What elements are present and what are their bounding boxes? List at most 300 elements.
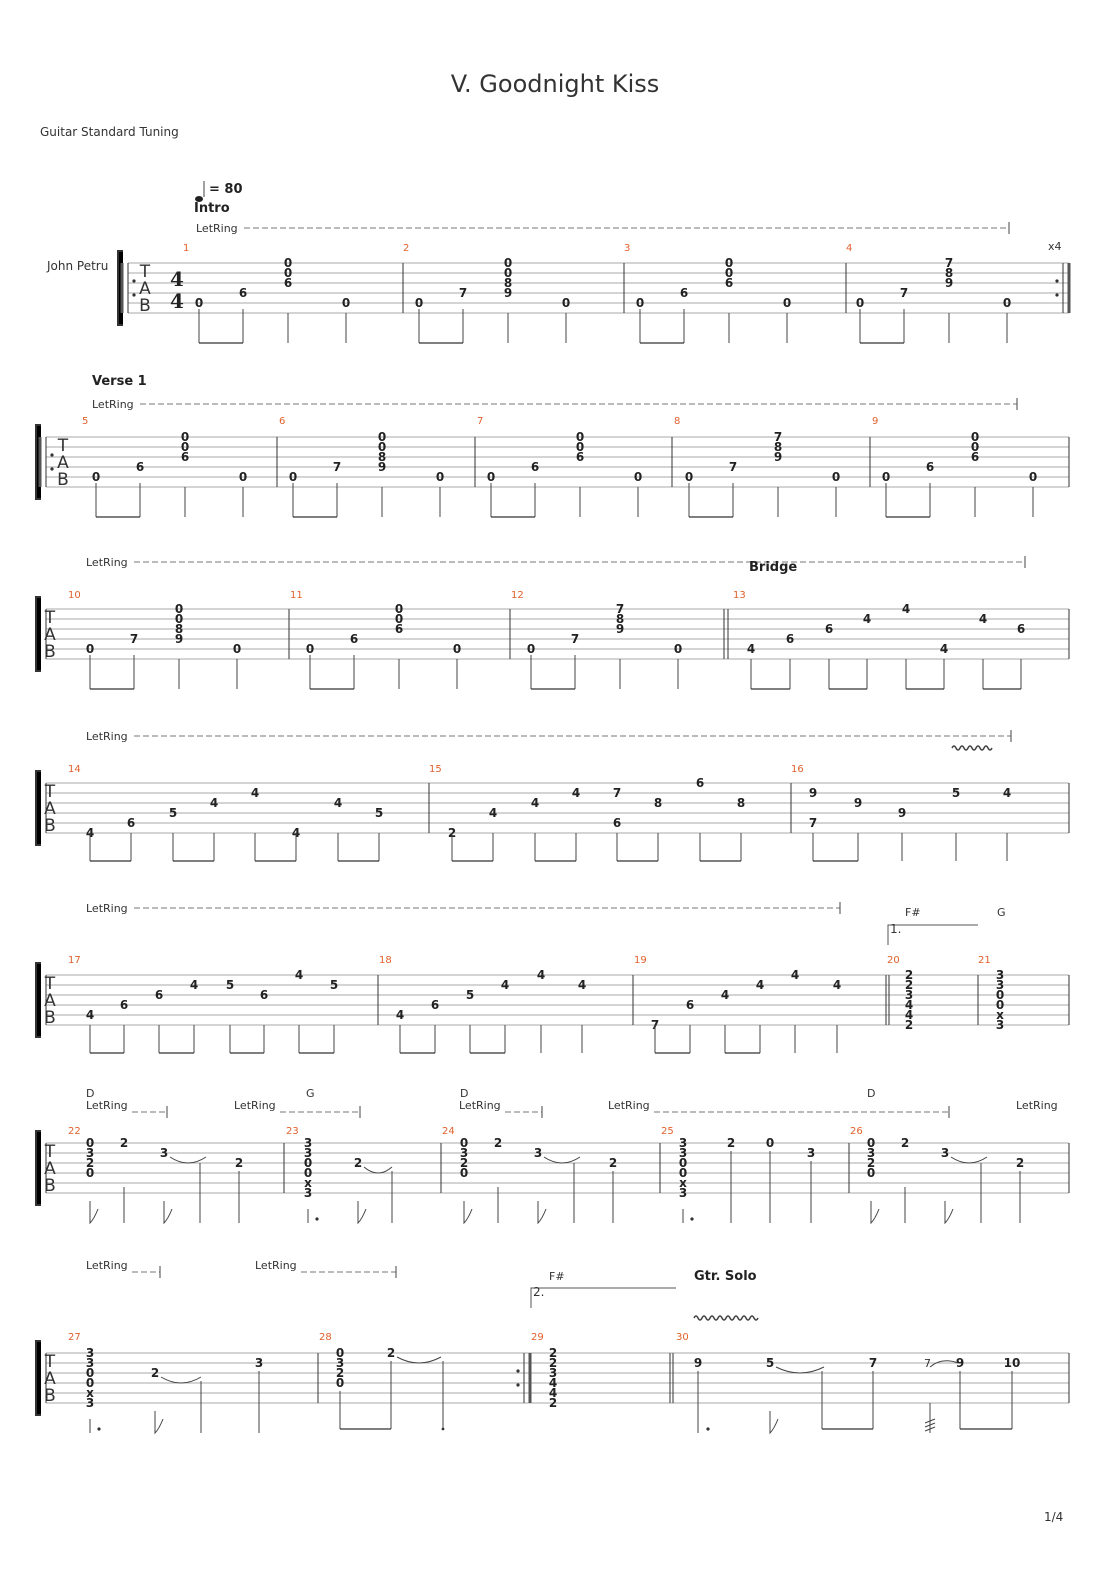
system-bracket <box>36 963 41 1037</box>
fret-number: 4 <box>250 786 260 800</box>
fret-number: x <box>86 1386 94 1400</box>
fret-number: 5 <box>329 978 339 992</box>
fret-number: 4 <box>189 978 199 992</box>
measure-number: 23 <box>286 1126 299 1137</box>
let-ring-label: LetRing <box>92 398 134 411</box>
fret-number: 0 <box>341 296 351 310</box>
tuning-label: Guitar Standard Tuning <box>40 125 179 139</box>
fret-number: 6 <box>685 998 695 1012</box>
fret-number: 0 <box>238 470 248 484</box>
slide-arc <box>930 1361 958 1367</box>
fret-number: 0 <box>503 256 513 270</box>
system-bracket <box>36 771 41 845</box>
time-signature-top: 4 <box>170 267 184 291</box>
fret-number: 3 <box>85 1396 95 1410</box>
fret-number: 8 <box>736 796 746 810</box>
flagged-stem <box>164 1201 172 1223</box>
fret-number: 9 <box>853 796 863 810</box>
fret-number: 4 <box>530 796 540 810</box>
note-dot <box>442 1428 445 1431</box>
fret-number: 4 <box>294 968 304 982</box>
fret-number: 0 <box>180 430 190 444</box>
measure-number: 1 <box>183 243 190 254</box>
fret-number: 4 <box>548 1376 558 1390</box>
measure-number: 4 <box>846 243 853 254</box>
fret-number: x <box>679 1176 687 1190</box>
fret-number: 0 <box>283 256 293 270</box>
fret-number: 3 <box>678 1146 688 1160</box>
fret-number: 6 <box>180 450 190 464</box>
fret-number: 0 <box>970 430 980 444</box>
fret-number: 2 <box>548 1396 558 1410</box>
measure-number: 14 <box>68 764 81 775</box>
measure-number: 30 <box>676 1332 689 1343</box>
measure-number: 3 <box>624 243 631 254</box>
tab-clef-t: T <box>139 262 151 282</box>
fret-number: 8 <box>615 612 625 626</box>
chord-d: D <box>86 1087 95 1100</box>
tie-arc <box>397 1357 441 1363</box>
measure-number: 18 <box>379 955 392 966</box>
section-intro: Intro <box>194 201 230 216</box>
fret-number: 0 <box>335 1346 345 1360</box>
fret-number: 2 <box>548 1346 558 1360</box>
fret-number: 4 <box>85 1008 95 1022</box>
fret-number: 4 <box>85 826 95 840</box>
section-bridge: Bridge <box>749 560 798 575</box>
fret-number: 0 <box>394 612 404 626</box>
vibrato-wave <box>952 746 992 750</box>
chord-d: D <box>460 1087 469 1100</box>
fret-number: 3 <box>85 1146 95 1160</box>
fret-number: 6 <box>394 622 404 636</box>
fret-number: x <box>996 1008 1004 1022</box>
chord-fsharp: F# <box>549 1270 565 1283</box>
fret-number: 7 <box>868 1356 878 1370</box>
fret-number: 4 <box>790 968 800 982</box>
fret-number: 3 <box>254 1356 264 1370</box>
fret-number: 3 <box>678 1186 688 1200</box>
repeat-dot <box>516 1369 519 1372</box>
page-number: 1/4 <box>1044 1510 1064 1524</box>
let-ring-label: LetRing <box>459 1099 501 1112</box>
fret-number: x <box>304 1176 312 1190</box>
fret-number: 0 <box>85 1376 95 1390</box>
fret-number: 2 <box>353 1156 363 1170</box>
fret-number: 2 <box>119 1136 129 1150</box>
flagged-stem <box>90 1201 98 1223</box>
chord-d: D <box>867 1087 876 1100</box>
fret-number: 6 <box>259 988 269 1002</box>
fret-number: 3 <box>85 1356 95 1370</box>
fret-number: 6 <box>724 276 734 290</box>
fret-number: 6 <box>785 632 795 646</box>
measure-number: 20 <box>887 955 900 966</box>
measure-number: 16 <box>791 764 804 775</box>
measure-number: 8 <box>674 416 681 427</box>
fret-number: 7 <box>129 632 139 646</box>
flagged-stem <box>538 1201 546 1223</box>
let-ring-label: LetRing <box>86 730 128 743</box>
fret-number: 0 <box>174 602 184 616</box>
fret-number: 0 <box>459 1136 469 1150</box>
fret-number: 6 <box>824 622 834 636</box>
fret-number: 4 <box>978 612 988 626</box>
fret-number: 5 <box>374 806 384 820</box>
fret-number: 5 <box>951 786 961 800</box>
fret-number: 4 <box>746 642 756 656</box>
fret-number: 2 <box>904 1018 914 1032</box>
fret-number: 0 <box>678 1166 688 1180</box>
fret-number: 7 <box>899 286 909 300</box>
measure-number: 15 <box>429 764 442 775</box>
fret-number: 6 <box>119 998 129 1012</box>
fret-number: 0 <box>724 266 734 280</box>
fret-number: 6 <box>925 460 935 474</box>
measure-number: 22 <box>68 1126 81 1137</box>
fret-number: 3 <box>904 988 914 1002</box>
fret-number: 7 <box>570 632 580 646</box>
fret-number: 2 <box>85 1156 95 1170</box>
fret-number: 4 <box>209 796 219 810</box>
fret-number: 0 <box>305 642 315 656</box>
fret-number: 7 <box>944 256 954 270</box>
tab-clef-t: T <box>44 974 56 994</box>
vibrato-wave <box>694 1316 758 1320</box>
tab-clef-a: A <box>44 1159 56 1179</box>
fret-number: 0 <box>970 440 980 454</box>
measure-number: 2 <box>403 243 410 254</box>
fret-number: 4 <box>488 806 498 820</box>
second-ending-label: 2. <box>533 1285 545 1299</box>
fret-number: 0 <box>561 296 571 310</box>
measure-number: 17 <box>68 955 81 966</box>
fret-number: 4 <box>720 988 730 1002</box>
repeat-count: x4 <box>1048 240 1062 253</box>
fret-number: 6 <box>970 450 980 464</box>
let-ring-label: LetRing <box>196 222 238 235</box>
fret-number: 6 <box>126 816 136 830</box>
tab-clef-t: T <box>44 1352 56 1372</box>
fret-number: 0 <box>782 296 792 310</box>
tab-clef-t: T <box>57 436 69 456</box>
grace-note: 7 <box>924 1357 931 1370</box>
dotted-note <box>690 1217 693 1220</box>
fret-number: 2 <box>904 968 914 982</box>
tab-clef-a: A <box>44 799 56 819</box>
fret-number: 6 <box>679 286 689 300</box>
fret-number: 4 <box>500 978 510 992</box>
first-ending-label: 1. <box>890 922 902 936</box>
section-verse1: Verse 1 <box>92 374 147 389</box>
tempo-marking: = 80 <box>209 182 243 197</box>
fret-number: 0 <box>377 430 387 444</box>
measure-number: 10 <box>68 590 81 601</box>
fret-number: 3 <box>678 1136 688 1150</box>
dotted-note <box>97 1427 100 1430</box>
tab-clef-b: B <box>57 470 69 490</box>
fret-number: 8 <box>944 266 954 280</box>
fret-number: 3 <box>995 978 1005 992</box>
chord-fsharp: F# <box>905 906 921 919</box>
fret-number: 3 <box>548 1366 558 1380</box>
fret-number: 0 <box>684 470 694 484</box>
fret-number: 0 <box>85 1166 95 1180</box>
fret-number: 0 <box>486 470 496 484</box>
fret-number: 5 <box>765 1356 775 1370</box>
fret-number: 0 <box>831 470 841 484</box>
fret-number: 9 <box>615 622 625 636</box>
fret-number: 0 <box>881 470 891 484</box>
let-ring-label: LetRing <box>1016 1099 1058 1112</box>
tab-clef-b: B <box>44 1008 56 1028</box>
fret-number: 2 <box>866 1156 876 1170</box>
first-ending-bracket <box>888 925 978 945</box>
fret-number: 9 <box>955 1356 965 1370</box>
let-ring-label: LetRing <box>86 902 128 915</box>
fret-number: 3 <box>459 1146 469 1160</box>
tab-clef-t: T <box>44 782 56 802</box>
tie-arc <box>544 1157 580 1163</box>
fret-number: 0 <box>678 1156 688 1170</box>
flagged-stem <box>358 1201 366 1223</box>
fret-number: 2 <box>1015 1156 1025 1170</box>
fret-number: 8 <box>503 276 513 290</box>
fret-number: 4 <box>548 1386 558 1400</box>
fret-number: 2 <box>608 1156 618 1170</box>
fret-number: 4 <box>904 1008 914 1022</box>
tab-clef-b: B <box>44 642 56 662</box>
measure-number: 6 <box>279 416 286 427</box>
fret-number: 0 <box>635 296 645 310</box>
tab-clef-a: A <box>139 279 151 299</box>
tie-arc <box>161 1377 201 1383</box>
fret-number: 8 <box>174 622 184 636</box>
measure-number: 24 <box>442 1126 455 1137</box>
fret-number: 2 <box>335 1366 345 1380</box>
fret-number: 5 <box>465 988 475 1002</box>
fret-number: 9 <box>773 450 783 464</box>
fret-number: 10 <box>1003 1356 1021 1370</box>
fret-number: 4 <box>571 786 581 800</box>
fret-number: 4 <box>904 998 914 1012</box>
let-ring-label: LetRing <box>86 1099 128 1112</box>
measure-number: 25 <box>661 1126 674 1137</box>
flagged-stem <box>464 1201 472 1223</box>
fret-number: 7 <box>650 1018 660 1032</box>
tie-arc <box>776 1367 824 1373</box>
fret-number: 3 <box>85 1346 95 1360</box>
measure-number: 19 <box>634 955 647 966</box>
repeat-dot <box>132 279 135 282</box>
fret-number: 2 <box>386 1346 396 1360</box>
tab-clef-t: T <box>44 1142 56 1162</box>
fret-number: 3 <box>866 1146 876 1160</box>
fret-number: 4 <box>577 978 587 992</box>
let-ring-label: LetRing <box>255 1259 297 1272</box>
fret-number: 0 <box>673 642 683 656</box>
measure-number: 9 <box>872 416 879 427</box>
measure-number: 12 <box>511 590 524 601</box>
fret-number: 0 <box>174 612 184 626</box>
system-bracket <box>36 1131 41 1205</box>
fret-number: 6 <box>612 816 622 830</box>
fret-number: 3 <box>995 968 1005 982</box>
fret-number: 6 <box>695 776 705 790</box>
song-title: V. Goodnight Kiss <box>450 70 660 98</box>
repeat-dot <box>1055 293 1058 296</box>
fret-number: 4 <box>755 978 765 992</box>
fret-number: 3 <box>159 1146 169 1160</box>
system-bracket <box>36 1341 41 1415</box>
fret-number: 8 <box>773 440 783 454</box>
fret-number: 6 <box>135 460 145 474</box>
fret-number: 3 <box>303 1146 313 1160</box>
fret-number: 3 <box>806 1146 816 1160</box>
tab-clef-a: A <box>44 991 56 1011</box>
fret-number: 0 <box>85 642 95 656</box>
measure-number: 5 <box>82 416 89 427</box>
system-bracket <box>36 597 41 671</box>
fret-number: 7 <box>773 430 783 444</box>
fret-number: 3 <box>303 1186 313 1200</box>
fret-number: 0 <box>526 642 536 656</box>
fret-number: 7 <box>808 816 818 830</box>
fret-number: 6 <box>349 632 359 646</box>
fret-number: 4 <box>291 826 301 840</box>
tab-clef-b: B <box>139 296 151 316</box>
fret-number: 2 <box>234 1156 244 1170</box>
fret-number: 5 <box>168 806 178 820</box>
fret-number: 4 <box>939 642 949 656</box>
fret-number: 3 <box>533 1146 543 1160</box>
fret-number: 3 <box>303 1136 313 1150</box>
flagged-stem <box>155 1411 163 1433</box>
fret-number: 5 <box>225 978 235 992</box>
fret-number: 8 <box>653 796 663 810</box>
fret-number: 0 <box>633 470 643 484</box>
fret-number: 9 <box>897 806 907 820</box>
tab-clef-a: A <box>44 625 56 645</box>
fret-number: 4 <box>333 796 343 810</box>
fret-number: 6 <box>1016 622 1026 636</box>
fret-number: 0 <box>377 440 387 454</box>
measure-number: 29 <box>531 1332 544 1343</box>
tab-clef-a: A <box>44 1369 56 1389</box>
fret-number: 0 <box>85 1136 95 1150</box>
fret-number: 6 <box>154 988 164 1002</box>
let-ring-label: LetRing <box>608 1099 650 1112</box>
fret-number: 7 <box>615 602 625 616</box>
flagged-stem <box>945 1201 953 1223</box>
fret-number: 0 <box>452 642 462 656</box>
fret-number: 0 <box>866 1136 876 1150</box>
fret-number: 0 <box>414 296 424 310</box>
let-ring-label: LetRing <box>86 1259 128 1272</box>
fret-number: 2 <box>904 978 914 992</box>
time-signature-bottom: 4 <box>170 289 184 313</box>
fret-number: 0 <box>303 1156 313 1170</box>
fret-number: 6 <box>530 460 540 474</box>
measure-number: 7 <box>477 416 484 427</box>
section-guitar-solo: Gtr. Solo <box>694 1269 757 1284</box>
tab-clef-b: B <box>44 1176 56 1196</box>
fret-number: 0 <box>303 1166 313 1180</box>
fret-number: 4 <box>395 1008 405 1022</box>
fret-number: 8 <box>377 450 387 464</box>
fret-number: 9 <box>944 276 954 290</box>
fret-number: 2 <box>900 1136 910 1150</box>
fret-number: 0 <box>459 1166 469 1180</box>
fret-number: 0 <box>1028 470 1038 484</box>
fret-number: 6 <box>430 998 440 1012</box>
fret-number: 0 <box>995 998 1005 1012</box>
measure-number: 21 <box>978 955 991 966</box>
fret-number: 3 <box>940 1146 950 1160</box>
flagged-stem <box>770 1411 778 1433</box>
fret-number: 6 <box>238 286 248 300</box>
tab-clef-b: B <box>44 1386 56 1406</box>
fret-number: 0 <box>335 1376 345 1390</box>
fret-number: 0 <box>1002 296 1012 310</box>
fret-number: 0 <box>575 430 585 444</box>
measure-number: 27 <box>68 1332 81 1343</box>
fret-number: 9 <box>693 1356 703 1370</box>
tie-arc <box>364 1167 392 1173</box>
fret-number: 0 <box>91 470 101 484</box>
fret-number: 2 <box>548 1356 558 1370</box>
fret-number: 0 <box>866 1166 876 1180</box>
fret-number: 0 <box>503 266 513 280</box>
fret-number: 7 <box>458 286 468 300</box>
fret-number: 7 <box>728 460 738 474</box>
fret-number: 0 <box>283 266 293 280</box>
fret-number: 0 <box>194 296 204 310</box>
repeat-dot <box>50 453 53 456</box>
fret-number: 4 <box>1002 786 1012 800</box>
fret-number: 7 <box>612 786 622 800</box>
fret-number: 4 <box>862 612 872 626</box>
repeat-dot <box>1055 279 1058 282</box>
chord-g: G <box>997 906 1006 919</box>
fret-number: 3 <box>335 1356 345 1370</box>
second-ending-bracket <box>531 1288 676 1308</box>
measure-number: 13 <box>733 590 746 601</box>
fret-number: 4 <box>536 968 546 982</box>
fret-number: 0 <box>435 470 445 484</box>
repeat-dot <box>50 467 53 470</box>
tie-arc <box>951 1157 987 1163</box>
fret-number: 0 <box>85 1366 95 1380</box>
flagged-stem <box>871 1201 879 1223</box>
fret-number: 3 <box>995 1018 1005 1032</box>
fret-number: 9 <box>503 286 513 300</box>
fret-number: 0 <box>995 988 1005 1002</box>
fret-number: 2 <box>459 1156 469 1170</box>
fret-number: 2 <box>447 826 457 840</box>
player-name: John Petru <box>47 259 109 273</box>
repeat-dot <box>516 1383 519 1386</box>
tie-arc <box>170 1157 206 1163</box>
fret-number: 0 <box>855 296 865 310</box>
tab-clef-a: A <box>57 453 69 473</box>
fret-number: 2 <box>150 1366 160 1380</box>
fret-number: 0 <box>180 440 190 454</box>
fret-number: 0 <box>765 1136 775 1150</box>
fret-number: 7 <box>332 460 342 474</box>
fret-number: 9 <box>174 632 184 646</box>
measure-number: 26 <box>850 1126 863 1137</box>
